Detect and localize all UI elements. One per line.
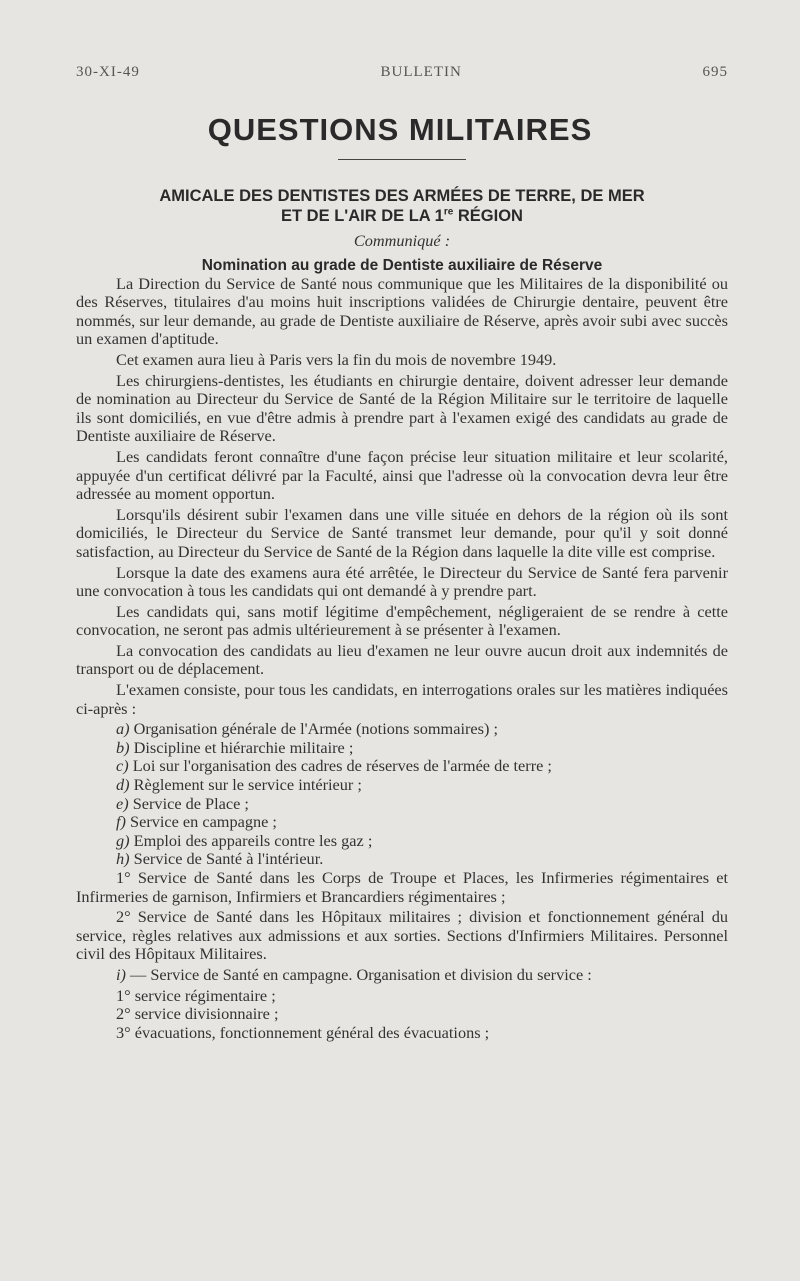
subject-text: Emploi des appareils contre les gaz ;	[133, 830, 373, 850]
subject-text: Règlement sur le service intérieur ;	[133, 775, 362, 795]
campaign-item: 3° évacuations, fonctionnement général des évacuations ;	[116, 1022, 490, 1042]
subject-text: Loi sur l'organisation des cadres de réserves de l'armée de terre ;	[132, 756, 552, 776]
subject-text: Service en campagne ;	[130, 812, 277, 832]
subject-letter: d)	[116, 775, 130, 795]
page-title: QUESTIONS MILITAIRES	[207, 112, 593, 147]
paragraph: Cet examen aura lieu à Paris vers la fin du mois de novembre 1949.	[116, 349, 557, 369]
paragraph: Les candidats qui, sans motif légitime d'empêchement, négligeraient de se rendre à cette convocation, ne seront pas admis ultérieurement à se présenter à l'examen.	[76, 601, 728, 640]
subject-item	[76, 739, 728, 758]
paragraph: La convocation des candidats au lieu d'examen ne leur ouvre aucun droit aux indemnités de transport ou de déplacement.	[76, 640, 728, 679]
communique-label: Communiqué :	[353, 231, 451, 250]
subheading: Nomination au grade de Dentiste auxiliaire de Réserve	[201, 256, 603, 274]
subject-letter: g)	[116, 830, 130, 850]
heading-line2-end: RÉGION	[453, 207, 523, 225]
paragraph: Lorsque la date des examens aura été arrêtée, le Directeur du Service de Santé fera parvenir une convocation à tous les candidats qui ont demandé à y prendre part.	[76, 562, 728, 601]
article-body	[76, 186, 728, 1042]
subject-letter: f)	[116, 812, 126, 832]
subject-letter: c)	[116, 756, 129, 776]
subject-item	[76, 795, 728, 814]
campaign-item: 1° service régimentaire ;	[116, 985, 276, 1005]
subject-text: Organisation générale de l'Armée (notions sommaires) ;	[133, 719, 498, 739]
paragraph: Les chirurgiens-dentistes, les étudiants en chirurgie dentaire, doivent adresser leur demande de nomination au Directeur du Service de Santé de la Région Militaire sur le territoire de laquelle ils sont domiciliés, en vue d'être admis à prendre part à l'examen exigé des candidats au grade de Dentiste auxiliaire de Réserve.	[76, 370, 728, 446]
subject-item	[76, 720, 728, 739]
item-i-letter: i)	[116, 964, 126, 984]
item-i-text: — Service de Santé en campagne. Organisation et division du service :	[125, 964, 592, 984]
subject-item	[76, 850, 728, 869]
subject-letter: b)	[116, 737, 130, 757]
subject-letter: e)	[116, 793, 129, 813]
paragraph: La Direction du Service de Santé nous communique que les Militaires de la disponibilité ou des Réserves, titulaires d'au moins huit inscriptions validées de Chirurgie dentaire, peuvent être nommés, sur leur demande, au grade de Dentiste auxiliaire de Réserve, après avoir subi avec succès un examen d'aptitude.	[76, 273, 728, 349]
subject-item	[76, 776, 728, 795]
title-rule	[338, 159, 466, 160]
subject-item	[76, 757, 728, 776]
paragraph: L'examen consiste, pour tous les candidats, en interrogations orales sur les matières indiquées ci-après :	[76, 680, 728, 718]
subject-item	[76, 813, 728, 832]
section-heading-line2	[76, 206, 728, 226]
item-i-paragraph	[76, 966, 728, 985]
subject-text: Service de Place ;	[132, 793, 249, 813]
paragraph: Les candidats feront connaître d'une façon précise leur situation militaire et leur scolarité, appuyée d'un certificat délivré par la Faculté, ainsi que l'adresse où la convocation devra leur être adressée au moment opportun.	[76, 446, 728, 504]
subject-text: Discipline et hiérarchie militaire ;	[133, 737, 354, 757]
running-header	[76, 64, 728, 81]
header-page-number: 695	[702, 64, 728, 80]
section-heading-line1: AMICALE DES DENTISTES DES ARMÉES DE TERRE, DE MER	[159, 187, 645, 205]
subject-item	[76, 832, 728, 851]
numbered-paragraph-2: 2° Service de Santé dans les Hôpitaux militaires ; division et fonctionnement général du service, règles relatives aux admissions et aux sorties. Sections d'Infirmiers Militaires. Personnel civil des Hôpitaux Militaires.	[76, 907, 728, 964]
header-journal: BULLETIN	[380, 64, 462, 80]
numbered-paragraph-1: 1° Service de Santé dans les Corps de Troupe et Places, les Infirmeries régimentaires et Infirmeries de garnison, Infirmiers et Brancardiers régimentaires ;	[76, 868, 728, 906]
subject-text: Service de Santé à l'intérieur.	[133, 849, 324, 869]
heading-superscript: re	[443, 206, 454, 218]
campaign-item: 2° service divisionnaire ;	[116, 1004, 279, 1024]
subject-letter: a)	[116, 719, 130, 739]
paragraph: Lorsqu'ils désirent subir l'examen dans une ville située en dehors de la région où ils sont domiciliés, le Directeur du Service de Santé transmet leur demande, pour qu'il y soit donné satisfaction, au Directeur du Service de Santé de la Région dans laquelle la dite ville est comprise.	[76, 504, 728, 561]
section-heading	[76, 186, 728, 226]
heading-line2-text: ET DE L'AIR DE LA 1	[281, 207, 444, 225]
header-date: 30-XI-49	[76, 64, 140, 80]
subject-letter: h)	[116, 849, 130, 869]
